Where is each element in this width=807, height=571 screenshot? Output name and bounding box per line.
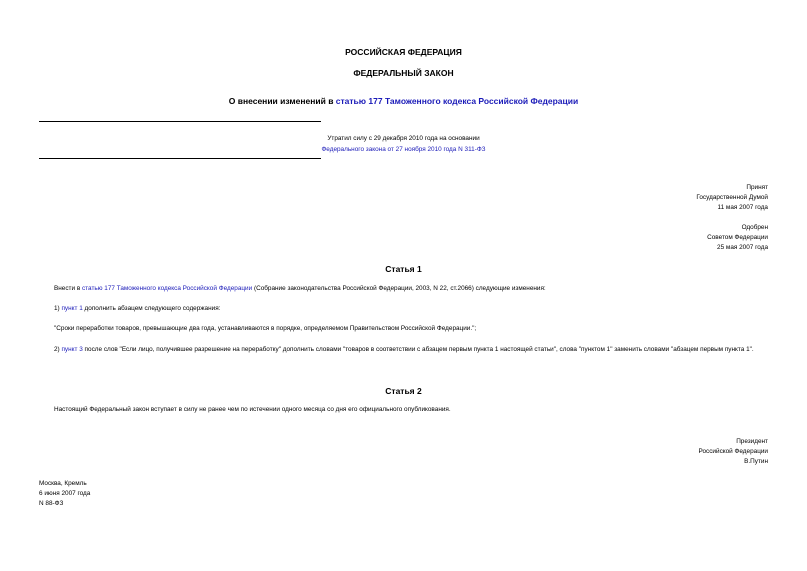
item2-text: после слов "Если лицо, получившее разрешение на переработку" дополнить словами "товаров в соответствии с абзацем первым пункта 1 настоящей статьи", слова "пунктом 1" заменить словами "абзацем первым пункта 1". [82,346,754,353]
approved-label: Одобрен [741,224,768,231]
place-date: 6 июня 2007 года [39,490,91,497]
status-note-link[interactable]: Федерального закона от 27 ноября 2010 года N 311-ФЗ [321,146,486,153]
article2-heading: Статья 2 [385,386,422,396]
signature-position: Президент [736,438,768,445]
law-title-link[interactable]: статью 177 Таможенного кодекса Российской Федерации [335,96,579,106]
item1-number: 1) [54,305,62,312]
adoption-block [696,183,768,213]
item1-text: дополнить абзацем следующего содержания: [82,305,221,312]
law-type-heading: ФЕДЕРАЛЬНЫЙ ЗАКОН [353,68,454,78]
article1-intro-suffix: (Собрание законодательства Российской Федерации, 2003, N 22, ст.2066) следующие изменения: [252,285,546,292]
law-title [0,96,807,106]
article1-item1 [39,304,769,315]
law-title-prefix: О внесении изменений в [228,96,336,106]
status-note-line1: Утратил силу с 29 декабря 2010 года на основании [327,135,480,142]
divider-top [39,121,321,122]
article1-intro [39,284,769,295]
signature-block [699,437,769,467]
place-block [39,479,90,509]
article1-intro-prefix: Внести в [54,285,82,292]
place-city: Москва, Кремль [39,480,87,487]
approved-by: Советом Федерации [707,234,768,241]
article1-intro-link[interactable]: статью 177 Таможенного кодекса Российской Федерации [81,285,253,292]
approval-block [707,223,768,253]
item2-link[interactable]: пункт 3 [61,346,83,353]
article1-quote: "Сроки переработки товаров, превышающие два года, устанавливаются в порядке, определяемом Правительством Российской Федерации."; [54,325,477,332]
accepted-by: Государственной Думой [696,194,768,201]
article2-text: Настоящий Федеральный закон вступает в силу не ранее чем по истечении одного месяца со дня его официального опубликования. [54,406,451,413]
country-heading: РОССИЙСКАЯ ФЕДЕРАЦИЯ [345,47,462,57]
article1-item2 [39,345,769,356]
signature-country: Российской Федерации [698,448,768,455]
approved-date: 25 мая 2007 года [717,244,768,251]
item2-number: 2) [54,346,62,353]
item1-link[interactable]: пункт 1 [61,305,83,312]
signature-name: В.Путин [744,458,768,465]
law-number: N 88-ФЗ [39,500,64,507]
divider-bottom [39,158,321,159]
accepted-date: 11 мая 2007 года [717,204,768,211]
article1-heading: Статья 1 [385,264,422,274]
accepted-label: Принят [746,184,768,191]
